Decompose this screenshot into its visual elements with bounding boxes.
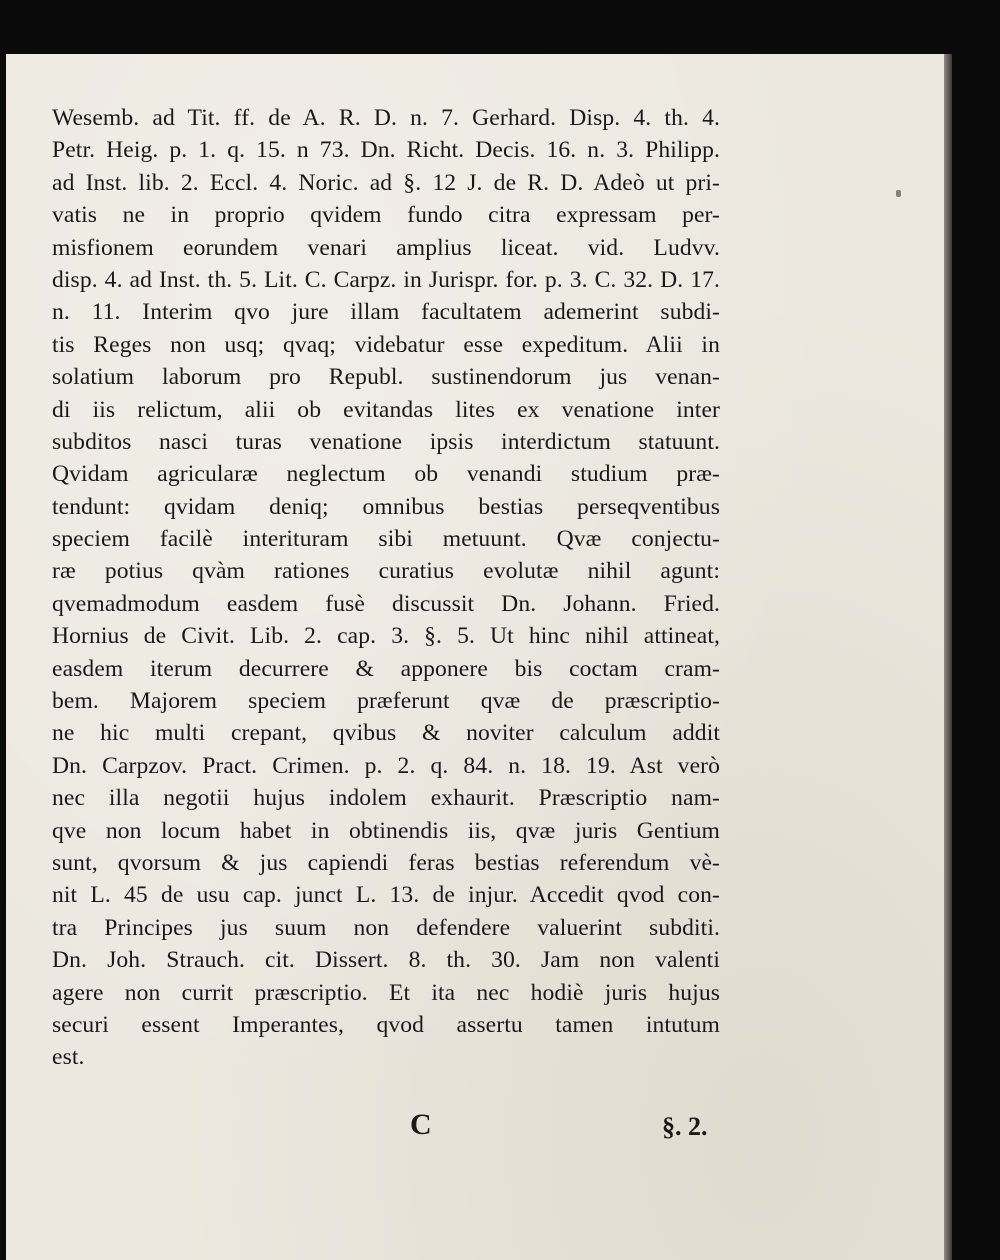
- text-line: easdem iterum decurrere & apponere bis coctam cram-: [52, 655, 720, 682]
- text-line: nec illa negotii hujus indolem exhaurit. Præscriptio nam-: [52, 785, 720, 812]
- text-line: ræ potius qvàm rationes curatius evolutæ nihil agunt:: [52, 558, 720, 585]
- text-line: qvemadmodum easdem fusè discussit Dn. Johann. Fried.: [52, 590, 720, 617]
- text-line: agere non currit præscriptio. Et ita nec hodiè juris hujus: [52, 979, 720, 1006]
- text-line: Hornius de Civit. Lib. 2. cap. 3. §. 5. Ut hinc nihil attineat,: [52, 623, 720, 650]
- text-line: disp. 4. ad Inst. th. 5. Lit. C. Carpz. in Jurispr. for. p. 3. C. 32. D. 17.: [52, 266, 720, 293]
- text-line: tendunt: qvidam deniq; omnibus bestias perseqventibus: [52, 493, 720, 520]
- text-line: n. 11. Interim qvo jure illam facultatem ademerint subdi-: [52, 299, 720, 326]
- text-line: sunt, qvorsum & jus capiendi feras bestias referendum vè-: [52, 849, 720, 876]
- text-line: ad Inst. lib. 2. Eccl. 4. Noric. ad §. 12 J. de R. D. Adeò ut pri-: [52, 169, 720, 196]
- text-line: Wesemb. ad Tit. ff. de A. R. D. n. 7. Gerhard. Disp. 4. th. 4.: [52, 105, 720, 131]
- text-line: misfionem eorundem venari amplius liceat. vid. Ludvv.: [52, 234, 720, 261]
- text-line: Dn. Carpzov. Pract. Crimen. p. 2. q. 84. n. 18. 19. Ast verò: [52, 752, 720, 779]
- text-line: di iis relictum, alii ob evitandas lites ex venatione inter: [52, 396, 720, 423]
- signature-mark: C: [410, 1108, 432, 1141]
- body-text: [52, 102, 720, 1074]
- paper-speck: [896, 190, 901, 197]
- text-line: est.: [52, 1044, 85, 1071]
- text-line: speciem facilè interituram sibi metuunt. Qvæ conjectu-: [52, 526, 720, 553]
- text-line: tis Reges non usq; qvaq; videbatur esse expeditum. Alii in: [52, 331, 720, 358]
- text-line: vatis ne in proprio qvidem fundo citra expressam per-: [52, 202, 720, 229]
- text-line: ne hic multi crepant, qvibus & noviter calculum addit: [52, 720, 720, 747]
- text-line: Petr. Heig. p. 1. q. 15. n 73. Dn. Richt. Decis. 16. n. 3. Philipp.: [52, 137, 720, 164]
- text-line: Qvidam agricularæ neglectum ob venandi studium præ-: [52, 461, 720, 488]
- text-line: bem. Majorem speciem præferunt qvæ de præscriptio-: [52, 688, 720, 715]
- catchword: §. 2.: [662, 1112, 708, 1141]
- text-line: securi essent Imperantes, qvod assertu tamen intutum: [52, 1011, 720, 1038]
- page-edge-shadow: [944, 54, 952, 1260]
- text-line: Dn. Joh. Strauch. cit. Dissert. 8. th. 30. Jam non valenti: [52, 947, 720, 974]
- text-line: tra Principes jus suum non defendere valuerint subditi.: [52, 914, 720, 941]
- text-line: qve non locum habet in obtinendis iis, qvæ juris Gentium: [52, 817, 720, 844]
- text-line: subditos nasci turas venatione ipsis interdictum statuunt.: [52, 428, 720, 455]
- text-line: nit L. 45 de usu cap. junct L. 13. de injur. Accedit qvod con-: [52, 882, 720, 909]
- text-line: solatium laborum pro Republ. sustinendorum jus venan-: [52, 364, 720, 391]
